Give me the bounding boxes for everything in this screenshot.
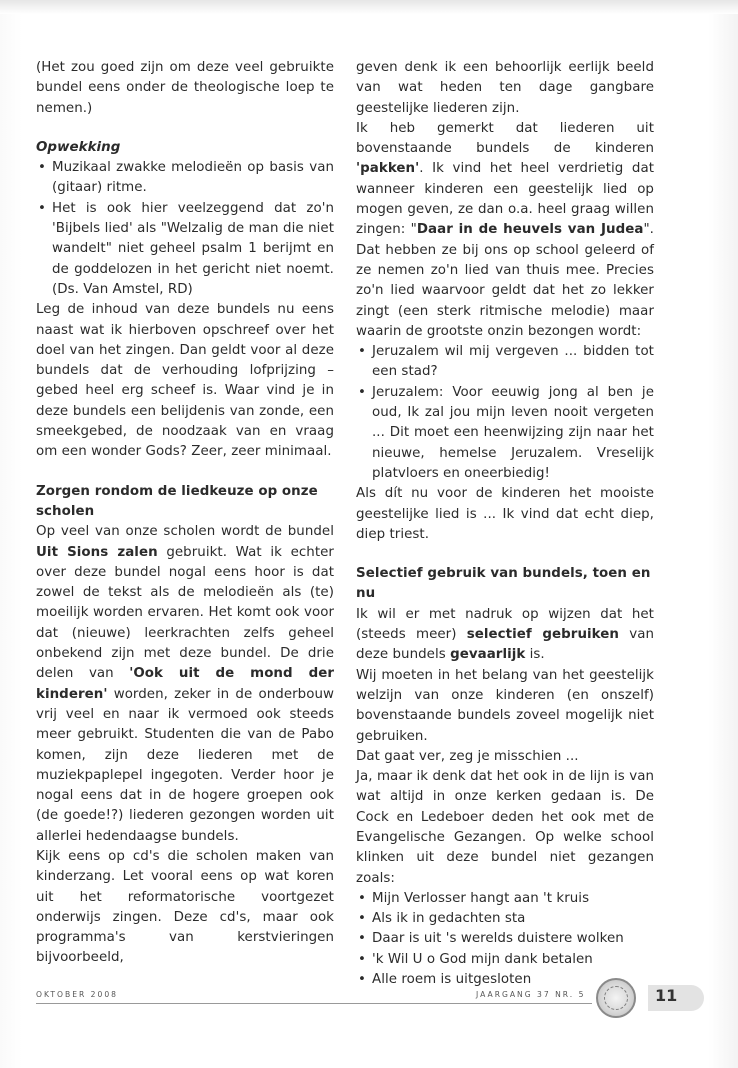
- selectief-paragraph-2: Wij moeten in het belang van het geestelijk welzijn van onze kinderen (en onszelf) bovenstaande bundels zoveel mogelijk niet gebruiken.: [356, 667, 654, 744]
- scan-top-shade: [0, 0, 738, 14]
- bold-run: gevaarlijk: [450, 647, 526, 663]
- opwekking-list: [36, 158, 334, 300]
- text-run: Ik wil er met nadruk op wijzen dat het (steeds meer): [356, 606, 654, 643]
- songs-list: [356, 889, 654, 990]
- selectief-paragraph-4: Ja, maar ik denk dat het ook in de lijn is van wat altijd in onze kerken gedaan is. De Cock en Ledeboer deden het ook met de Evangelische Gezangen. Op welke school klinken uit deze bundel niet gezangen zoals:: [356, 769, 654, 886]
- seal-emblem-icon: [596, 978, 636, 1018]
- bold-run: Daar in de heuvels van Judea: [416, 222, 644, 238]
- bold-run: 'pakken': [356, 161, 420, 177]
- text-run: Ik heb gemerkt dat liederen uit bovenstaande bundels de kinderen: [356, 120, 654, 157]
- selectief-paragraph-3: Dat gaat ver, zeg je misschien ...: [356, 748, 579, 764]
- gemerkt-paragraph: [356, 119, 654, 342]
- list-item: • Alle roem is uitgesloten: [356, 970, 654, 990]
- text-run: Op veel van onze scholen wordt de bundel: [36, 524, 334, 540]
- right-column: [356, 58, 654, 990]
- list-item: • Jeruzalem wil mij vergeven ... bidden tot een stad?: [356, 342, 654, 383]
- opwekking-heading: Opwekking: [36, 139, 121, 155]
- list-item: • Mijn Verlosser hangt aan 't kruis: [356, 889, 654, 909]
- text-run: worden, zeker in de onderbouw vrij veel en naar ik vermoed ook steeds meer gebruikt. Studenten die van de Pabo komen, zijn deze liederen met de muziekpaplepel ingegoten. Verder hoor je nogal eens dat in de hogere groepen ook (de goede!?) liederen gezongen worden uit allerlei hedendaagse bundels.: [36, 686, 334, 844]
- list-item: • Muzikaal zwakke melodieën op basis van (gitaar) ritme.: [36, 158, 334, 199]
- intro-paragraph: (Het zou goed zijn om deze veel gebruikte bundel eens onder de theologische loep te nemen.): [36, 60, 334, 116]
- text-run: gebruikt. Wat ik echter over deze bundel nogal eens hoor is dat zowel de tekst als de melodieën als (te) moeilijk worden ervaren. Het komt ook voor dat (nieuwe) leerkrachten zelfs geheel onbekend zijn met deze bundel. De drie delen van: [36, 544, 334, 682]
- bold-run: Uit Sions zalen: [36, 544, 158, 560]
- footer-volume: JAARGANG 37 NR. 5: [476, 990, 586, 999]
- jeruzalem-list: [356, 342, 654, 484]
- text-run: ". Dat hebben ze bij ons op school geleerd of ze nemen zo'n lied van thuis mee. Precies zo'n lied waarvoor geldt dat het zo lekker zingt (een sterk ritmische melodie) maar waarin de grootste onzin bezongen wordt:: [356, 222, 654, 339]
- list-item: • Als ik in gedachten sta: [356, 909, 654, 929]
- text-run: is.: [525, 647, 545, 663]
- list-item: • 'k Wil U o God mijn dank betalen: [356, 950, 654, 970]
- zorgen-paragraph-1: [36, 522, 334, 847]
- left-column: [36, 58, 334, 969]
- list-item: • Jeruzalem: Voor eeuwig jong al ben je oud, Ik zal jou mijn leven nooit vergeten ... Dit moet een heenwijzing zijn naar het nieuwe, hemelse Jeruzalem. Vreselijk platvloers en oneerbiedig!: [356, 383, 654, 484]
- bold-run: 'Ook uit de mond der kinderen': [36, 666, 334, 702]
- inhoud-paragraph: Leg de inhoud van deze bundels nu eens naast wat ik hierboven opschreef over het doel van het zingen. Dan geldt voor al deze bundels dat de verhouding lofprijzing – gebed heel erg scheef is. Waar vind je in deze bundels een belijdenis van zonde, een smeekgebed, de noodzaak van en vraag om een wonder Gods? Zeer, zeer minimaal.: [36, 302, 334, 460]
- selectief-heading: Selectief gebruik van bundels, toen en nu: [356, 566, 651, 602]
- footer-date: OKTOBER 2008: [36, 990, 119, 999]
- zorgen-paragraph-2: Kijk eens op cd's die scholen maken van kinderzang. Let vooral eens op wat koren uit het reformatorische voortgezet onderwijs zingen. Deze cd's, maar ook programma's van kerstvieringen bijvoorbeeld,: [36, 848, 334, 966]
- zorgen-heading: Zorgen rondom de liedkeuze op onze scholen: [36, 483, 318, 519]
- selectief-paragraph-1: [356, 605, 654, 666]
- text-run: . Ik vind het heel verdrietig dat wanneer kinderen een geestelijk lied op mogen geven, ze dan o.a. heel graag willen zingen: ": [356, 161, 654, 238]
- continuation-paragraph: geven denk ik een behoorlijk eerlijk beeld van wat heden ten dage gangbare geestelijke liederen zijn.: [356, 60, 654, 116]
- text-run: van deze bundels: [356, 627, 655, 663]
- list-item: • Het is ook hier veelzeggend dat zo'n 'Bijbels lied' als "Welzalig de man die niet wandelt" niet geheel psalm 1 berijmt en de goddelozen in het gericht niet noemt. (Ds. Van Amstel, RD): [36, 199, 334, 300]
- list-item: • Daar is uit 's werelds duistere wolken: [356, 929, 654, 949]
- bold-run: selectief gebruiken: [466, 627, 619, 643]
- footer-rule: [36, 1003, 592, 1004]
- page-number: 11: [655, 986, 678, 1005]
- als-paragraph: Als dít nu voor de kinderen het mooiste geestelijke lied is ... Ik vind dat echt diep, diep triest.: [356, 486, 654, 542]
